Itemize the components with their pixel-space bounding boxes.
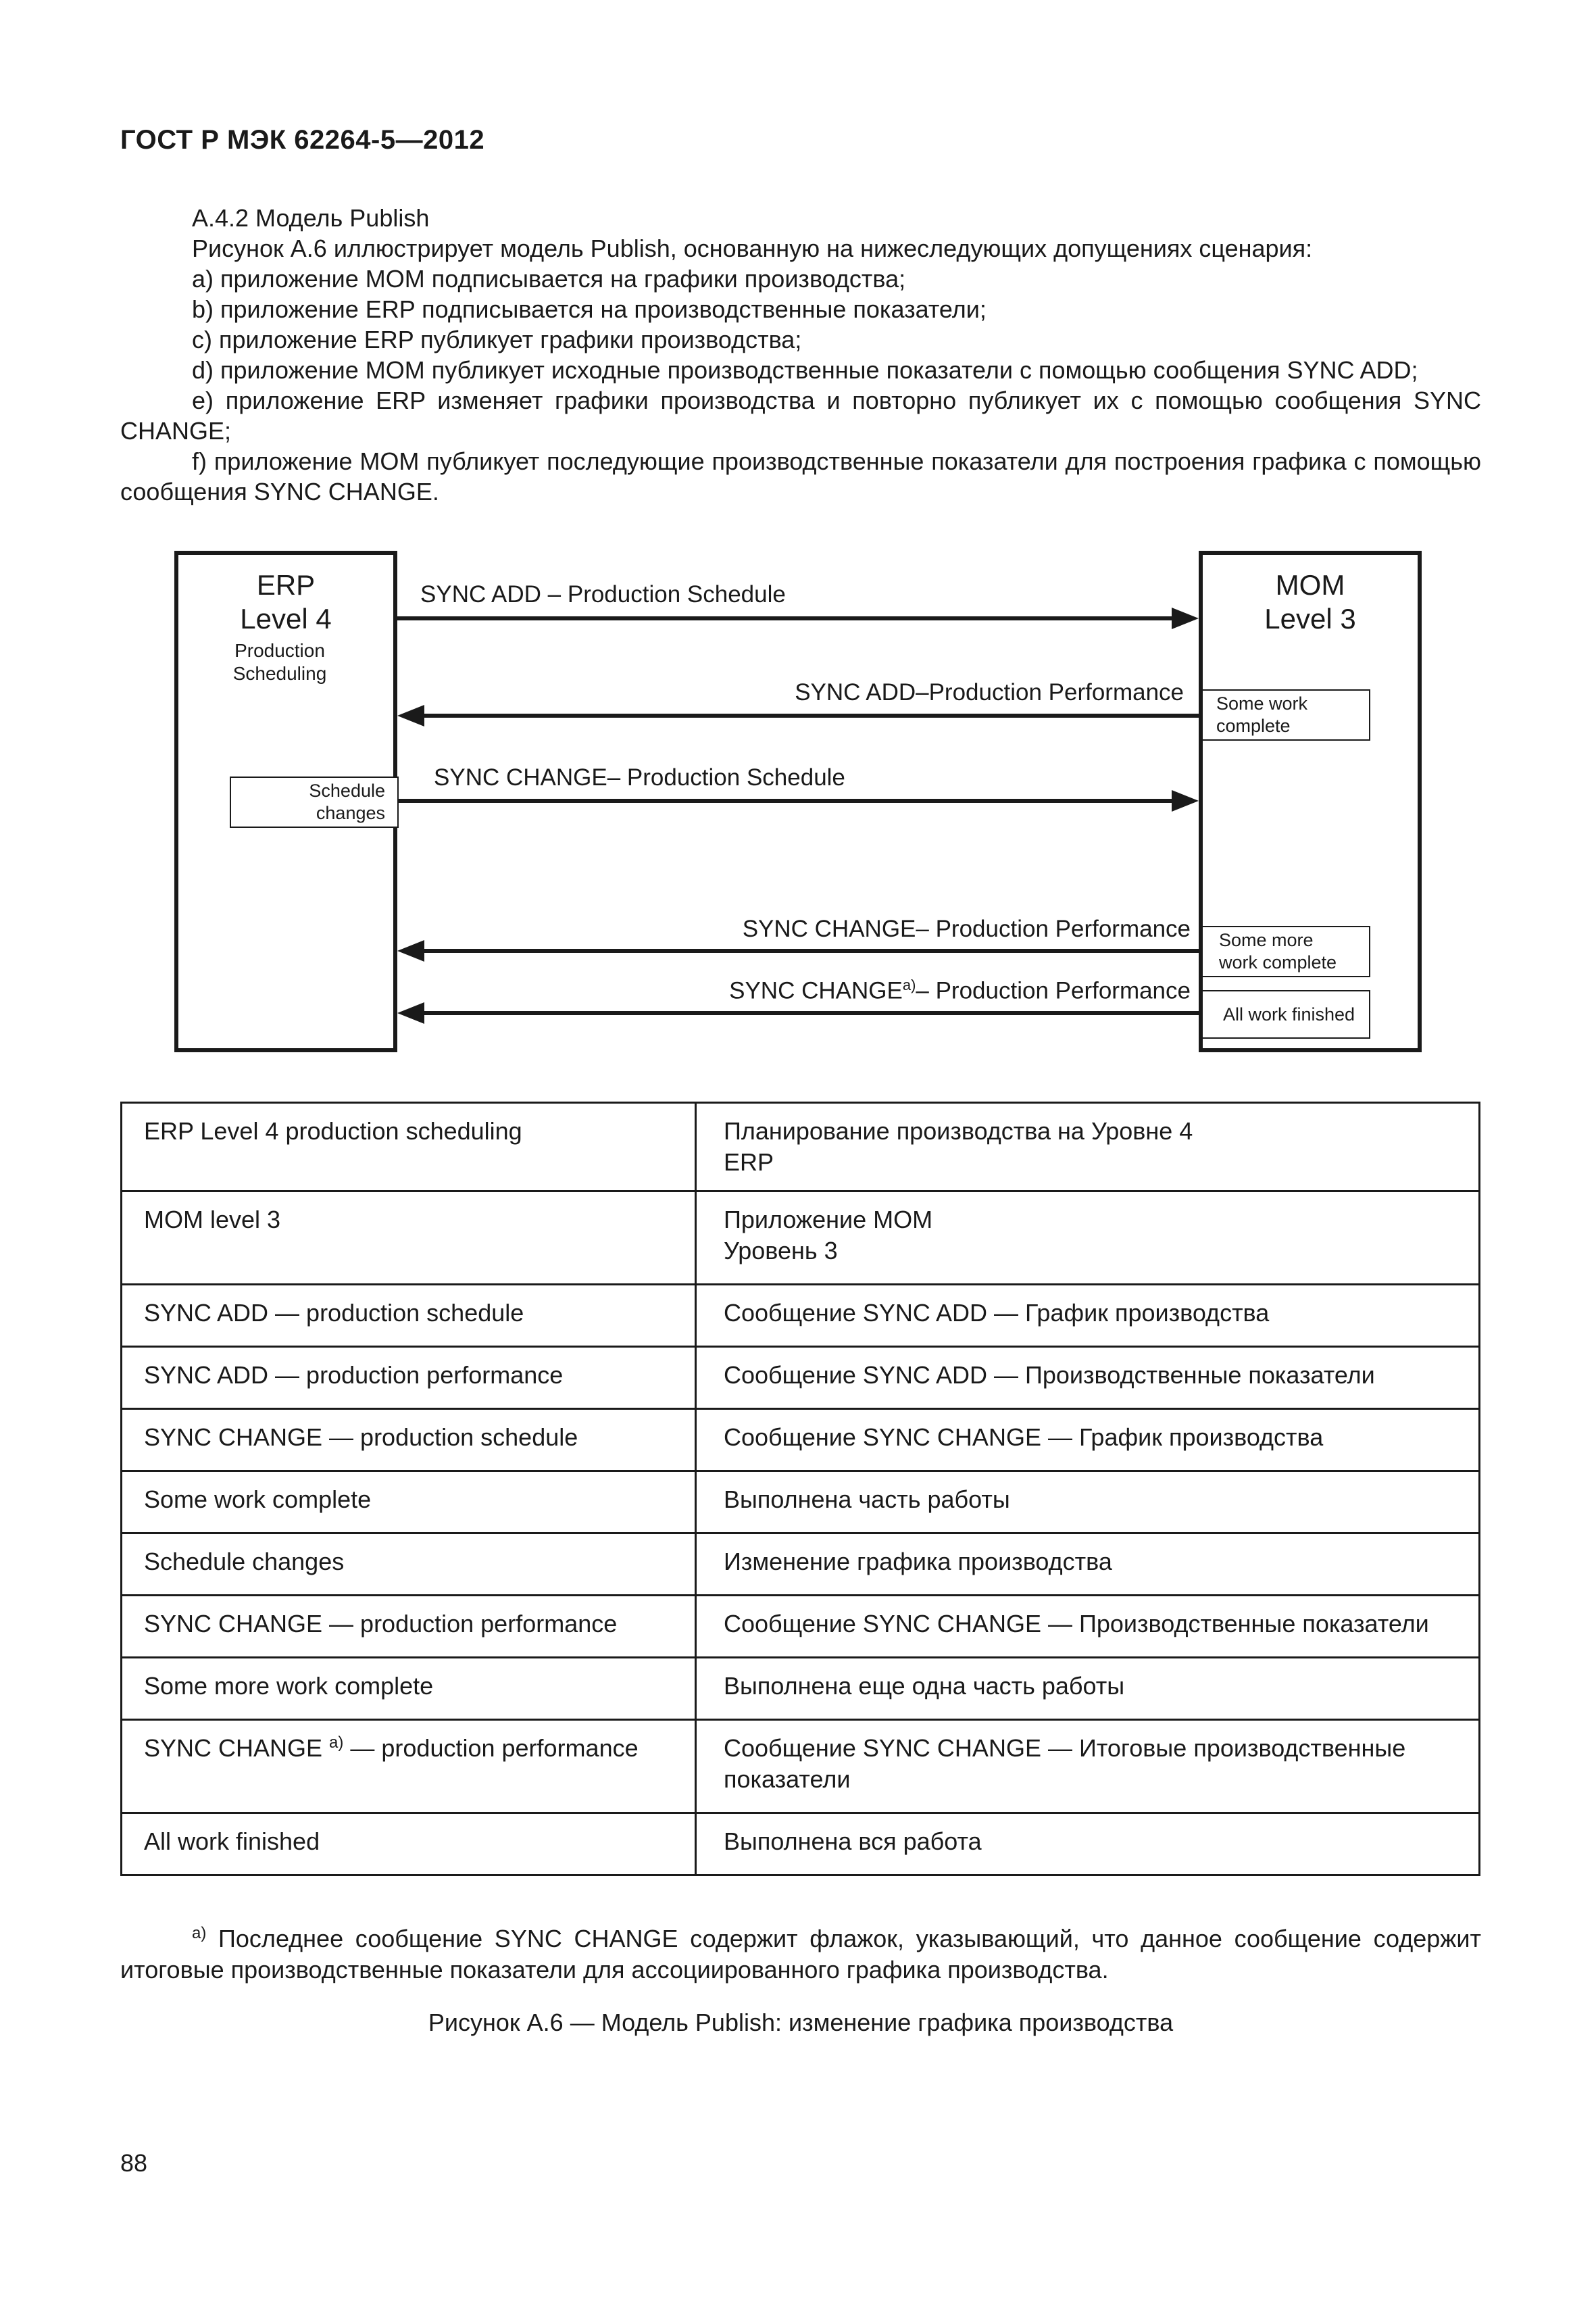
erp-title: ERP Level 4 <box>240 569 332 635</box>
term-en: ERP Level 4 production scheduling <box>122 1103 696 1191</box>
term-ru: Сообщение SYNC CHANGE — График производства <box>696 1409 1480 1471</box>
term-en: Schedule changes <box>122 1533 696 1596</box>
label-sync-change-schedule: SYNC CHANGE– Production Schedule <box>434 764 845 791</box>
arrowhead-icon <box>1172 790 1199 812</box>
note-some-work-complete: Some work complete <box>1201 689 1370 741</box>
erp-subtitle: Production Scheduling <box>232 640 327 684</box>
term-ru: Выполнена часть работы <box>696 1471 1480 1533</box>
footnote-text: Последнее сообщение SYNC CHANGE содержит флажок, указывающий, что данное сообщение содержит итоговые производственные показатели для ассоциированного графика производства. <box>120 1925 1481 1984</box>
glossary-table <box>120 1102 1480 1876</box>
table-row <box>122 1533 1480 1596</box>
table-row <box>122 1285 1480 1347</box>
footnote-marker: a) <box>192 1924 207 1942</box>
term-ru: Выполнена вся работа <box>696 1813 1480 1875</box>
term-en: SYNC ADD — production performance <box>122 1347 696 1409</box>
figure-caption: Рисунок А.6 — Модель Publish: изменение графика производства <box>428 2009 1174 2036</box>
assumption-item: f) приложение МОМ публикует последующие производственные показатели для построения графика с помощью сообщения SYNC CHANGE. <box>120 447 1481 506</box>
arrowhead-icon <box>397 940 424 962</box>
mom-title: MOM Level 3 <box>1264 569 1356 635</box>
publish-model-diagram <box>174 551 1424 1054</box>
term-ru: Планирование производства на Уровне 4 ERP <box>696 1103 1480 1191</box>
arrowhead-icon <box>397 705 424 727</box>
section-body <box>120 203 1481 507</box>
term-ru: Сообщение SYNC ADD — График производства <box>696 1285 1480 1347</box>
term-ru: Сообщение SYNC CHANGE — Производственные показатели <box>696 1596 1480 1658</box>
document-id-header: ГОСТ Р МЭК 62264-5—2012 <box>120 125 485 155</box>
term-ru: Приложение МОМ Уровень 3 <box>696 1191 1480 1285</box>
section-heading: А.4.2 Модель Publish <box>192 204 430 232</box>
note-all-work-finished: All work finished <box>1201 990 1370 1039</box>
term-en: Some work complete <box>122 1471 696 1533</box>
term-ru: Сообщение SYNC CHANGE — Итоговые производственные показатели <box>696 1720 1480 1813</box>
table-row <box>122 1191 1480 1285</box>
page-number: 88 <box>120 2149 148 2177</box>
figure-footnote <box>120 1918 1481 1986</box>
note-some-more-work-complete: Some more work complete <box>1201 926 1370 977</box>
arrowhead-icon <box>397 1002 424 1024</box>
assumption-item: b) приложение ERP подписывается на производственные показатели; <box>192 295 987 323</box>
label-sync-change-performance: SYNC CHANGE– Production Performance <box>742 916 1191 942</box>
assumption-item: а) приложение МОМ подписывается на графики производства; <box>192 265 906 293</box>
note-schedule-changes: Schedule changes <box>230 777 399 828</box>
table-row <box>122 1409 1480 1471</box>
label-sync-change-final-performance: SYNC CHANGE$^{a)}$– Production Performance <box>729 977 1191 1004</box>
table-row <box>122 1103 1480 1191</box>
term-en: SYNC CHANGE — production performance <box>122 1596 696 1658</box>
term-en: All work finished <box>122 1813 696 1875</box>
table-row <box>122 1347 1480 1409</box>
term-en: SYNC ADD — production schedule <box>122 1285 696 1347</box>
label-sync-add-performance: SYNC ADD–Production Performance <box>795 679 1184 706</box>
term-en: MOM level 3 <box>122 1191 696 1285</box>
term-en: SYNC CHANGE $^{a)}$ — production performance <box>122 1720 696 1813</box>
table-row <box>122 1658 1480 1720</box>
table-row <box>122 1596 1480 1658</box>
term-en: SYNC CHANGE — production schedule <box>122 1409 696 1471</box>
assumption-item: d) приложение МОМ публикует исходные производственные показатели с помощью сообщения SYNC ADD; <box>192 356 1418 384</box>
table-row <box>122 1471 1480 1533</box>
assumption-item: е) приложение ERP изменяет графики производства и повторно публикует их с помощью сообщения SYNC CHANGE; <box>120 387 1481 445</box>
table-row <box>122 1720 1480 1813</box>
term-ru: Сообщение SYNC ADD — Производственные показатели <box>696 1347 1480 1409</box>
table-row <box>122 1813 1480 1875</box>
term-en: Some more work complete <box>122 1658 696 1720</box>
section-intro: Рисунок А.6 иллюстрирует модель Publish, основанную на нижеследующих допущениях сценария: <box>192 235 1313 262</box>
term-ru: Выполнена еще одна часть работы <box>696 1658 1480 1720</box>
arrowhead-icon <box>1172 608 1199 629</box>
label-sync-add-schedule: SYNC ADD – Production Schedule <box>420 581 786 608</box>
assumption-item: c) приложение ERP публикует графики производства; <box>192 326 802 353</box>
term-ru: Изменение графика производства <box>696 1533 1480 1596</box>
